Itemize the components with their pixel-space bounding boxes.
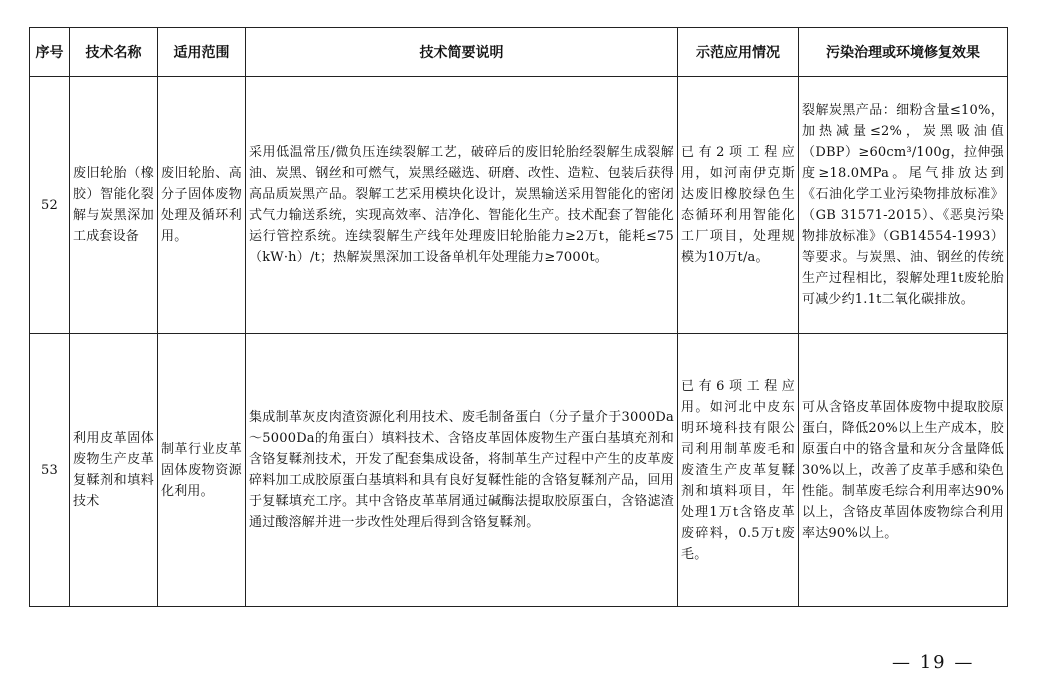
- page-number: — 19 —: [892, 652, 975, 673]
- row-no: 52: [30, 77, 70, 334]
- row-demo: 已有6项工程应用。如河北中皮东明环境科技有限公司利用制革废毛和废渣生产皮革复鞣剂和填料项目，年处理1万t含铬皮革废碎料，0.5万t废毛。: [678, 334, 799, 607]
- row-no: 53: [30, 334, 70, 607]
- row-name: 利用皮革固体废物生产皮革复鞣剂和填料技术: [70, 334, 158, 607]
- row-desc: 采用低温常压/微负压连续裂解工艺，破碎后的废旧轮胎经裂解生成裂解油、炭黑、钢丝和可燃气，炭黑经磁选、研磨、改性、造粒、包装后获得高品质炭黑产品。裂解工艺采用模块化设计，炭黑输送采用智能化的密闭式气力输送系统，实现高效率、洁净化、智能化生产。技术配套了智能化运行管控系统。连续裂解生产线年处理废旧轮胎能力≥2万t，能耗≤75（kW·h）/t；热解炭黑深加工设备单机年处理能力≥7000t。: [246, 77, 678, 334]
- header-scope: 适用范围: [158, 28, 246, 77]
- row-scope: 废旧轮胎、高分子固体废物处理及循环利用。: [158, 77, 246, 334]
- table-header-row: [30, 28, 1008, 77]
- row-scope: 制革行业皮革固体废物资源化利用。: [158, 334, 246, 607]
- table-row: [30, 334, 1008, 607]
- header-effect: 污染治理或环境修复效果: [799, 28, 1008, 77]
- row-effect: 裂解炭黑产品：细粉含量≤10%，加热减量≤2%，炭黑吸油值（DBP）≥60cm³/100g，拉伸强度≥18.0MPa。尾气排放达到《石油化学工业污染物排放标准》（GB 31571-2015）、《恶臭污染物排放标准》（GB14554-1993）等要求。与炭黑、油、钢丝的传统生产过程相比，裂解处理1t废轮胎可减少约1.1t二氧化碳排放。: [799, 77, 1008, 334]
- header-name: 技术名称: [70, 28, 158, 77]
- row-desc: 集成制革灰皮肉渣资源化利用技术、废毛制备蛋白（分子量介于3000Da～5000Da的角蛋白）填料技术、含铬皮革固体废物生产蛋白基填充剂和含铬复鞣剂技术，开发了配套集成设备，将制革生产过程中产生的皮革废碎料加工成胶原蛋白基填料和具有良好复鞣性能的含铬复鞣剂产品，回用于复鞣填充工序。其中含铬皮革革屑通过碱酶法提取胶原蛋白，含铬滤渣通过酸溶解并进一步改性处理后得到含铬复鞣剂。: [246, 334, 678, 607]
- header-desc: 技术简要说明: [246, 28, 678, 77]
- row-name: 废旧轮胎（橡胶）智能化裂解与炭黑深加工成套设备: [70, 77, 158, 334]
- row-demo: 已有2项工程应用，如河南伊克斯达废旧橡胶绿色生态循环利用智能化工厂项目，处理规模为10万t/a。: [678, 77, 799, 334]
- header-demo: 示范应用情况: [678, 28, 799, 77]
- table-row: [30, 77, 1008, 334]
- technology-table: [29, 27, 1008, 607]
- row-effect: 可从含铬皮革固体废物中提取胶原蛋白，降低20%以上生产成本，胶原蛋白中的铬含量和灰分含量降低30%以上，改善了皮革手感和染色性能。制革废毛综合利用率达90%以上，含铬皮革固体废物综合利用率达90%以上。: [799, 334, 1008, 607]
- header-no: 序号: [30, 28, 70, 77]
